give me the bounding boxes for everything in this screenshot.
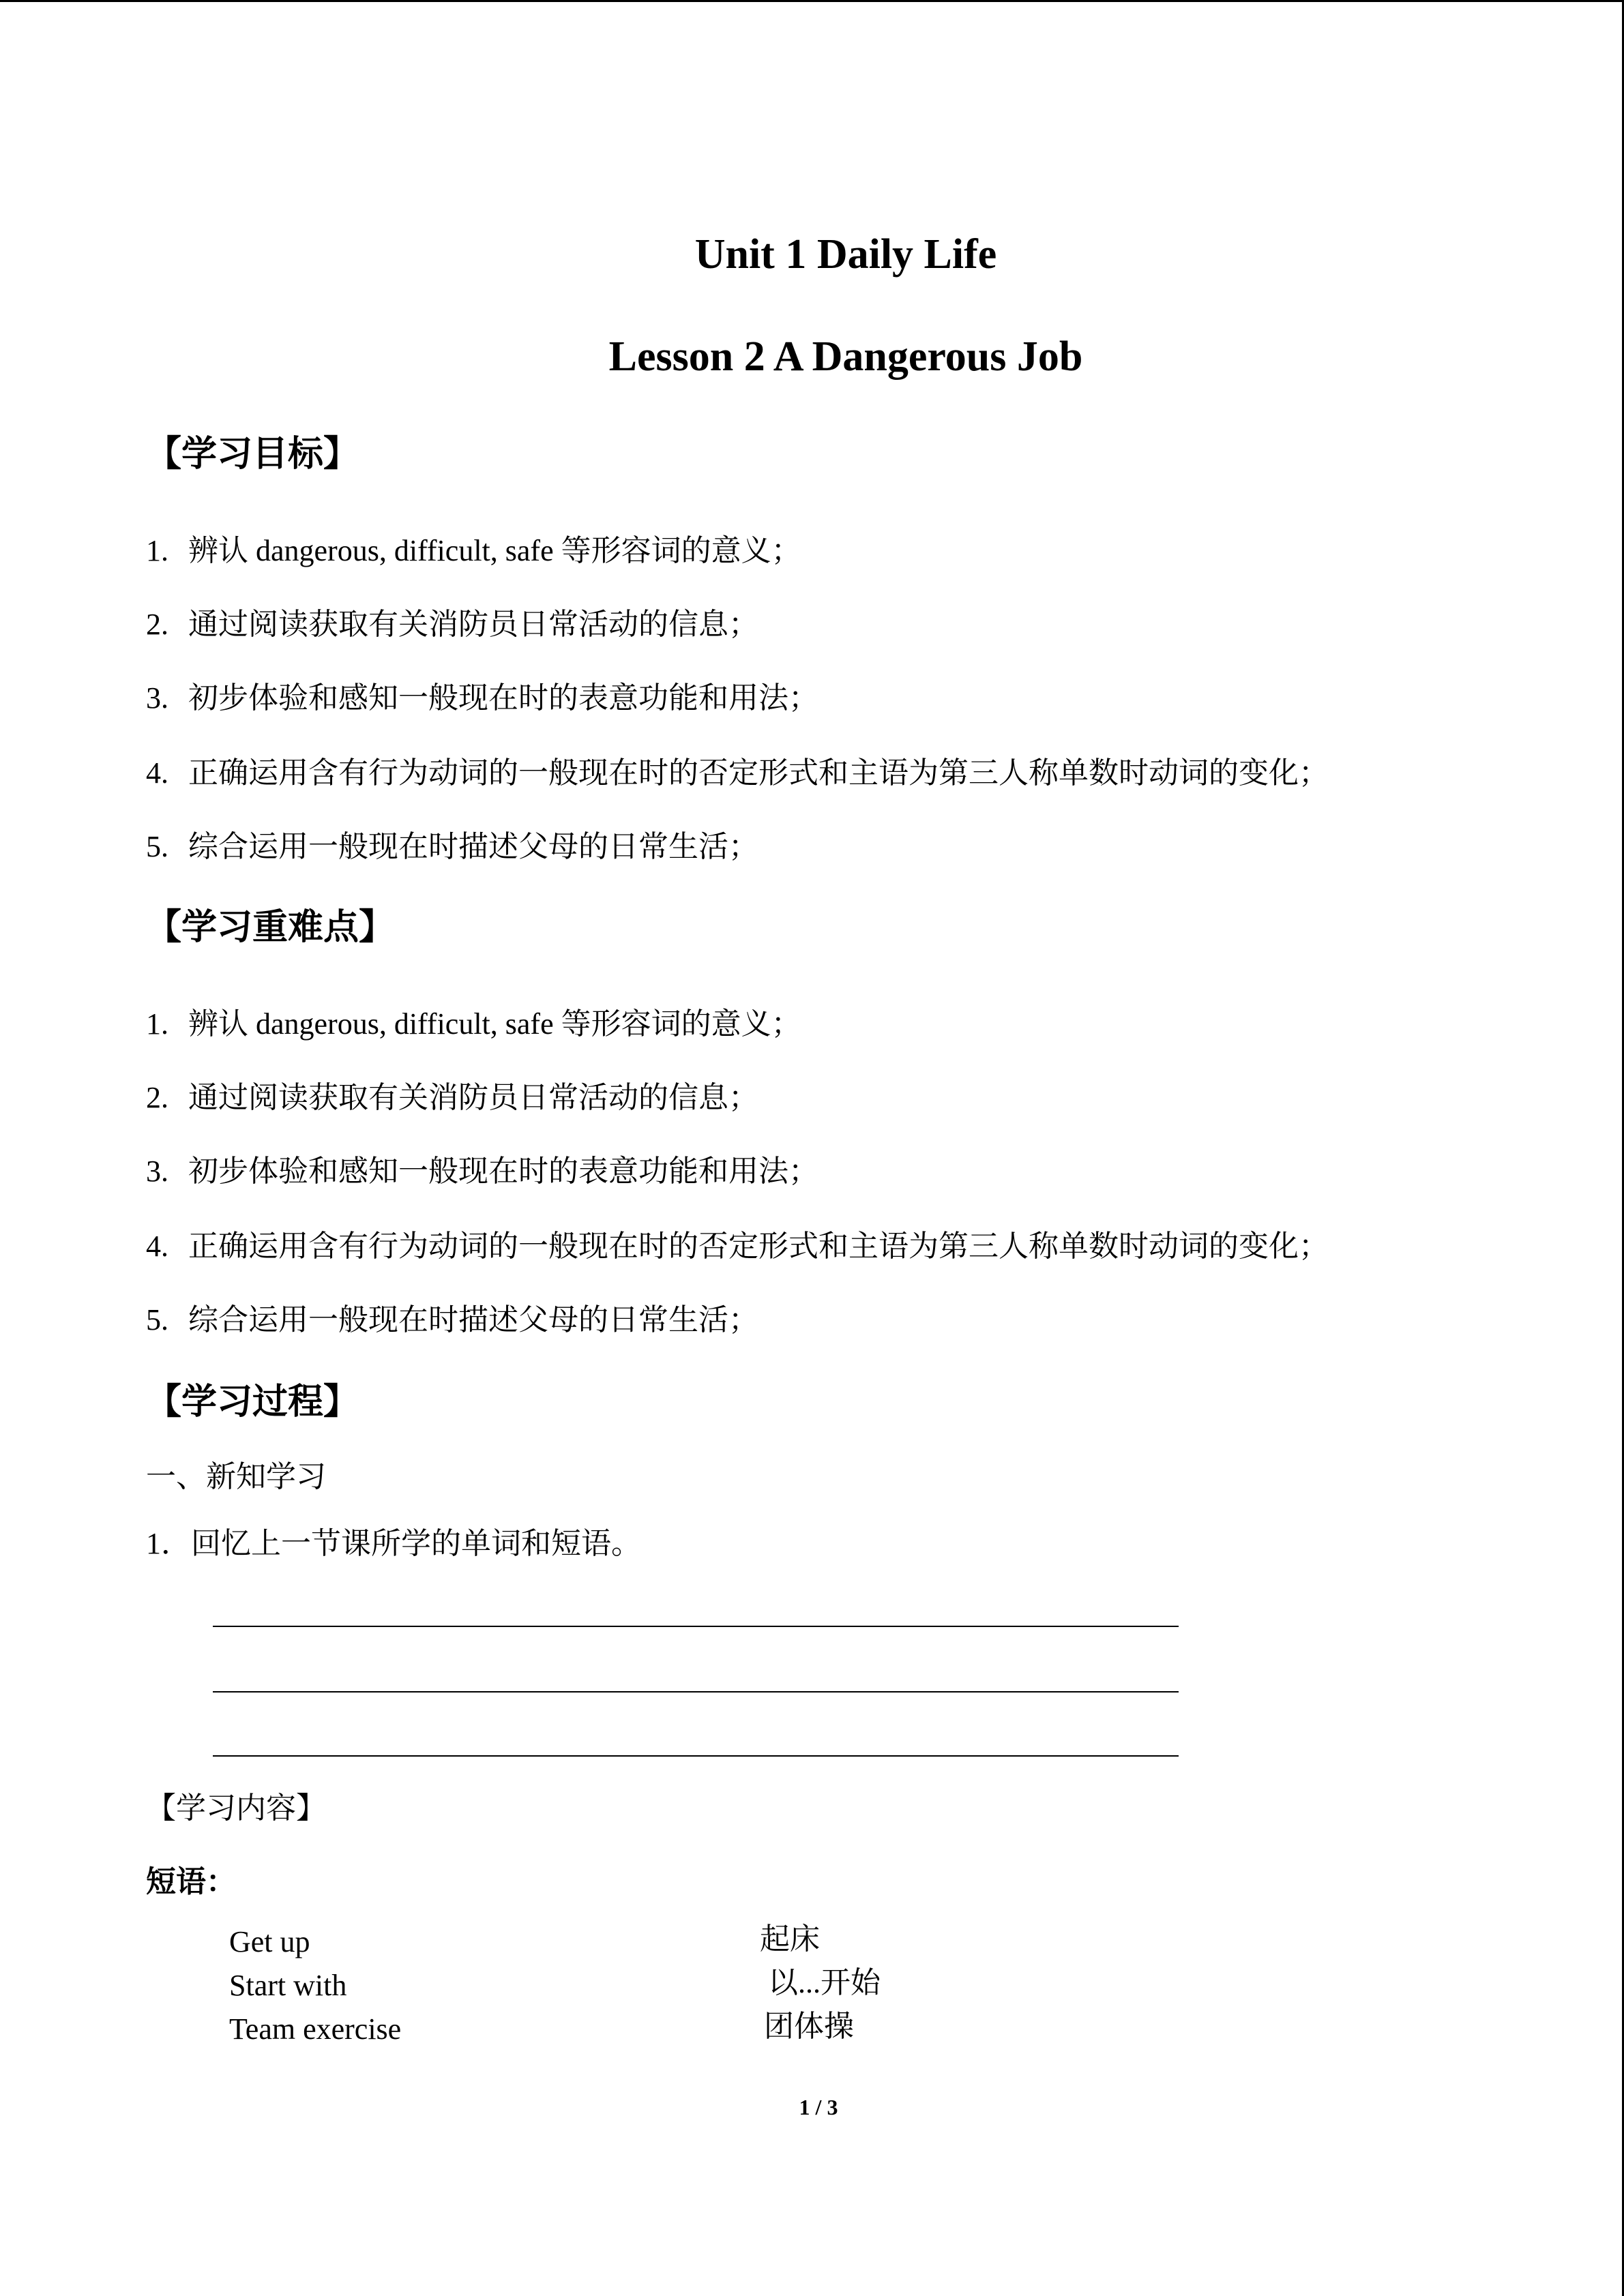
key-point-item-2 — [146, 1083, 758, 1113]
process-subheading: 一、新知学习 — [146, 1460, 326, 1493]
lesson-title: Lesson 2 A Dangerous Job — [608, 333, 1083, 380]
key-point-item-5-text: 综合运用一般现在时描述父母的日常生活； — [188, 1303, 758, 1337]
phrase-1-english: Get up — [229, 1925, 310, 1958]
objective-item-2-text: 通过阅读获取有关消防员日常活动的信息； — [188, 608, 758, 641]
key-points-heading: 【学习重难点】 — [146, 907, 395, 948]
objective-item-3-number: 3. — [146, 681, 168, 715]
key-point-item-4-number: 4. — [146, 1229, 168, 1263]
objective-item-1-text: 辨认 dangerous, difficult, safe 等形容词的意义； — [188, 534, 801, 567]
process-heading: 【学习过程】 — [146, 1382, 359, 1422]
objective-item-1-number: 1. — [146, 534, 168, 567]
answer-blank-line-1[interactable] — [213, 1626, 1179, 1627]
objective-item-2-number: 2. — [146, 608, 168, 641]
top-border — [0, 0, 1624, 2]
objective-item-3 — [146, 683, 818, 713]
objective-item-4-text: 正确运用含有行为动词的一般现在时的否定形式和主语为第三人称单数时动词的变化； — [188, 756, 1329, 790]
key-point-item-5-number: 5. — [146, 1303, 168, 1337]
phrase-2-english: Start with — [229, 1969, 347, 2002]
key-point-item-5 — [146, 1305, 758, 1335]
key-point-item-3-text: 初步体验和感知一般现在时的表意功能和用法； — [188, 1154, 818, 1188]
page-number: 1 / 3 — [799, 2095, 838, 2119]
key-point-item-4 — [146, 1229, 1329, 1263]
objectives-heading: 【学习目标】 — [146, 434, 359, 475]
phrase-1-chinese: 起床 — [760, 1922, 820, 1956]
answer-blank-line-3[interactable] — [213, 1755, 1179, 1757]
key-point-item-2-number: 2. — [146, 1081, 168, 1114]
key-point-item-1-text: 辨认 dangerous, difficult, safe 等形容词的意义； — [188, 1007, 801, 1041]
objective-item-5-number: 5. — [146, 830, 168, 863]
process-task-1: 1．回忆上一节课所学的单词和短语。 — [146, 1527, 641, 1560]
key-point-item-4-text: 正确运用含有行为动词的一般现在时的否定形式和主语为第三人称单数时动词的变化； — [188, 1229, 1329, 1263]
objective-item-3-text: 初步体验和感知一般现在时的表意功能和用法； — [188, 681, 818, 715]
key-point-item-1 — [146, 1009, 801, 1039]
key-point-item-3 — [146, 1154, 818, 1188]
phrase-2-chinese: 以...开始 — [768, 1966, 881, 1999]
phrase-3-english: Team exercise — [229, 2012, 402, 2046]
content-heading: 【学习内容】 — [146, 1791, 326, 1825]
phrase-3-chinese: 团体操 — [764, 2010, 854, 2043]
objective-item-5 — [146, 832, 758, 862]
key-point-item-2-text: 通过阅读获取有关消防员日常活动的信息； — [188, 1081, 758, 1114]
objective-item-2 — [146, 610, 758, 640]
objective-item-4 — [146, 758, 1329, 788]
objective-item-1 — [146, 536, 801, 566]
key-point-item-1-number: 1. — [146, 1007, 168, 1041]
answer-blank-line-2[interactable] — [213, 1691, 1179, 1693]
objective-item-5-text: 综合运用一般现在时描述父母的日常生活； — [188, 830, 758, 863]
phrases-label: 短语： — [146, 1865, 236, 1898]
unit-title: Unit 1 Daily Life — [694, 231, 997, 278]
key-point-item-3-number: 3. — [146, 1154, 168, 1188]
objective-item-4-number: 4. — [146, 756, 168, 790]
